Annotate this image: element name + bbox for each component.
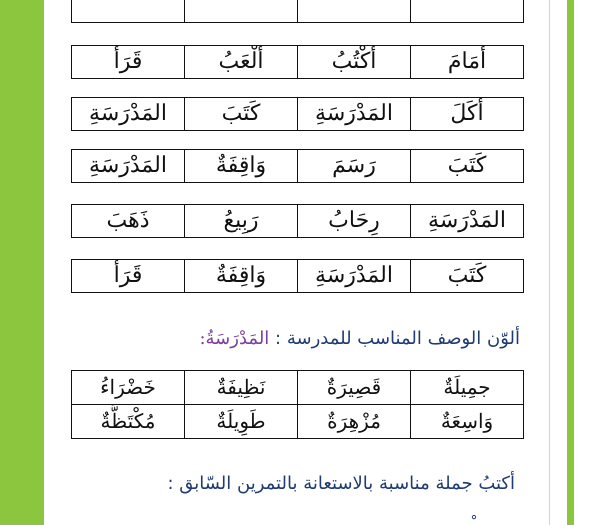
word-table-3 (71, 149, 524, 183)
word-table-1 (71, 45, 524, 79)
table-row (72, 260, 524, 293)
instruction-text: ألوّن الوصف المناسب للمدرسة : (275, 328, 520, 349)
table-row (72, 405, 524, 439)
word-cell: كَتَبَ (185, 98, 298, 131)
description-cell[interactable]: نَظِيفَةٌ (185, 371, 298, 405)
word-cell: المَدْرَسَةِ (298, 260, 411, 293)
description-cell[interactable]: قَصِيرَةٌ (298, 371, 411, 405)
description-cell[interactable]: مُكْتَظَّةٌ (72, 405, 185, 439)
word-cell: قَرَأَ (72, 46, 185, 79)
description-table (71, 370, 524, 439)
word-cell: المَدْرَسَةِ (411, 205, 524, 238)
word-cell: رِحَابُ (298, 205, 411, 238)
word-cell: وَاقِفَةٌ (185, 260, 298, 293)
word-cell: رَبِيعُ (185, 205, 298, 238)
word-cell: أَكْتُبُ (298, 46, 411, 79)
description-cell[interactable]: طَوِيلَةٌ (185, 405, 298, 439)
highlight-word: المَدْرَسَةُ: (199, 328, 270, 349)
description-cell[interactable]: خَضْرَاءُ (72, 371, 185, 405)
table-row (72, 98, 524, 131)
word-cell (72, 0, 185, 23)
top-partial-table (71, 0, 524, 23)
word-table-2 (71, 97, 524, 131)
word-cell: المَدْرَسَةِ (72, 150, 185, 183)
word-cell (411, 0, 524, 23)
word-table-4 (71, 204, 524, 238)
word-cell: أَلْعَبُ (185, 46, 298, 79)
word-cell: المَدْرَسَةِ (298, 98, 411, 131)
table-row (72, 0, 524, 23)
table-row (72, 150, 524, 183)
word-cell (298, 0, 411, 23)
word-cell: أَمَامَ (411, 46, 524, 79)
instruction-color-description (199, 328, 520, 349)
inner-page-edge (549, 0, 550, 525)
table-row (72, 371, 524, 405)
word-table-5 (71, 259, 524, 293)
table-row (72, 205, 524, 238)
description-cell[interactable]: وَاسِعَةٌ (411, 405, 524, 439)
description-cell[interactable]: جمِيلَةٌ (411, 371, 524, 405)
right-green-border (567, 0, 574, 525)
word-cell: رَسَمَ (298, 150, 411, 183)
instruction-write-sentence: أكتبُ جملة مناسبة بالاستعانة بالتمرين السّابق : (167, 473, 515, 494)
word-cell (185, 0, 298, 23)
table-row (72, 46, 524, 79)
word-cell: كَتَبَ (411, 150, 524, 183)
word-cell: كَتَبَ (411, 260, 524, 293)
left-green-border (0, 0, 44, 525)
word-cell: أَكَلَ (411, 98, 524, 131)
word-cell: قَرَأَ (72, 260, 185, 293)
description-cell[interactable]: مُزْهِرَةٌ (298, 405, 411, 439)
word-cell: وَاقِفَةٌ (185, 150, 298, 183)
word-cell: ذَهَبَ (72, 205, 185, 238)
word-cell: المَدْرَسَةِ (72, 98, 185, 131)
